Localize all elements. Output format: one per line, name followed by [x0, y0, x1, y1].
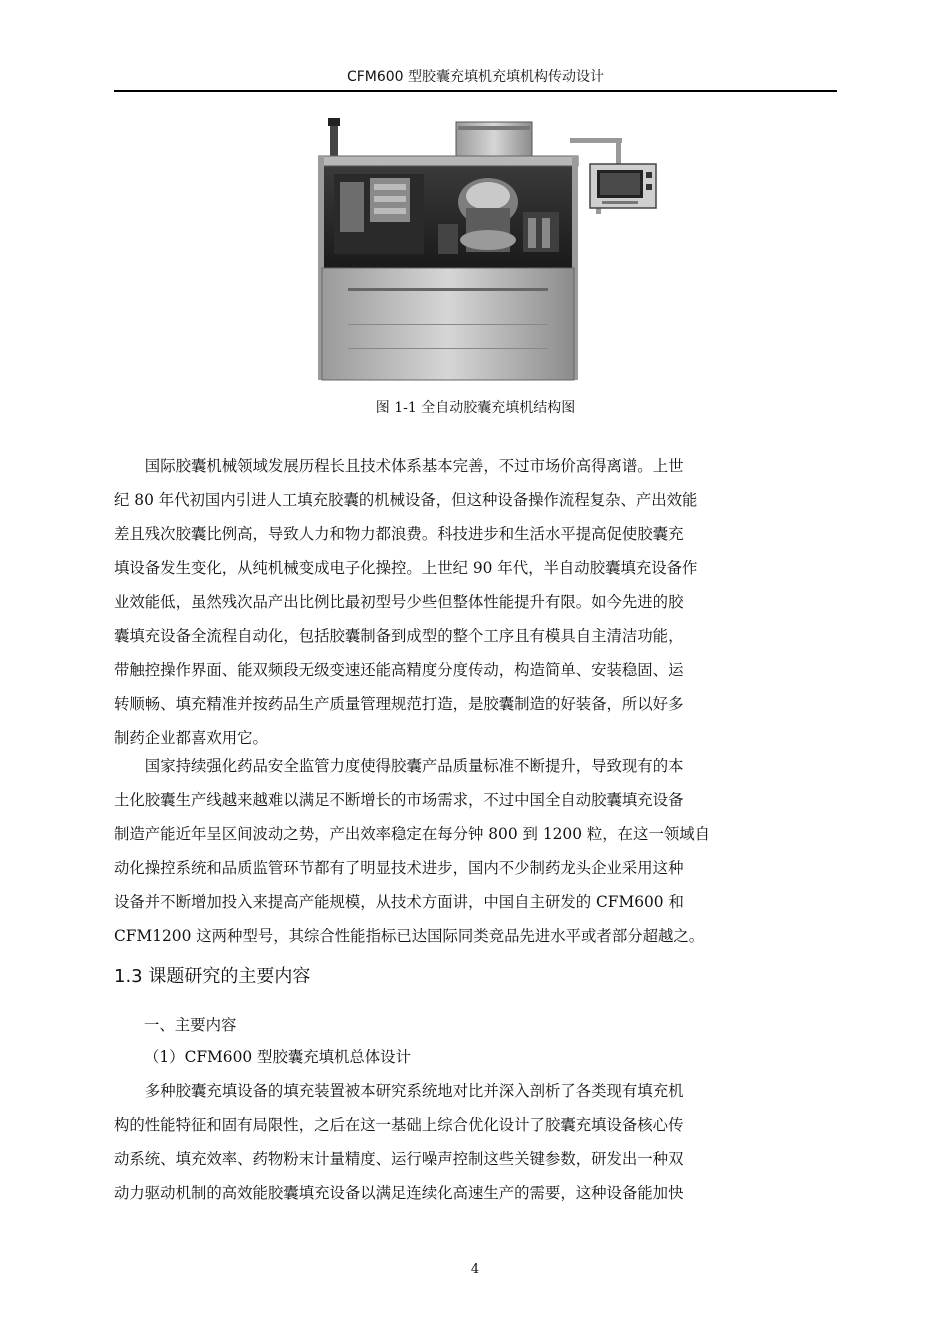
paragraph-line: 差且残次胶囊比例高，导致人力和物力都浪费。科技进步和生活水平提高促使胶囊充 [114, 525, 684, 543]
paragraph-line: 填设备发生变化，从纯机械变成电子化操控。上世纪 90 年代，半自动胶囊填充设备作 [114, 559, 698, 577]
paragraph-3 [114, 1074, 837, 1210]
paragraph-line: 国际胶囊机械领域发展历程长且技术体系基本完善，不过市场价高得离谱。上世 [144, 457, 684, 475]
header-rule [114, 90, 837, 92]
paragraph-line: 构的性能特征和固有局限性，之后在这一基础上综合优化设计了胶囊充填设备核心传 [114, 1116, 684, 1134]
paragraph-line: 制造产能近年呈区间波动之势，产出效率稳定在每分钟 800 到 1200 粒，在这一领域自 [114, 825, 711, 843]
paragraph-1 [114, 449, 837, 755]
paragraph-2 [114, 749, 837, 953]
capsule-filling-machine-photo [318, 112, 670, 384]
paragraph-line: 土化胶囊生产线越来越难以满足不断增长的市场需求，不过中国全自动胶囊填充设备 [114, 791, 684, 809]
paragraph-line: 设备并不断增加投入来提高产能规模，从技术方面讲，中国自主研发的 CFM600 和 [114, 893, 684, 911]
paragraph-line: CFM1200 这两种型号，其综合性能指标已达国际同类竞品先进水平或者部分超越之。 [114, 927, 705, 945]
paragraph-line: 业效能低，虽然残次品产出比例比最初型号少些但整体性能提升有限。如今先进的胶 [114, 593, 684, 611]
paragraph-line: 国家持续强化药品安全监管力度使得胶囊产品质量标准不断提升，导致现有的本 [144, 757, 684, 775]
paragraph-line: 转顺畅、填充精准并按药品生产质量管理规范打造，是胶囊制造的好装备，所以好多 [114, 695, 684, 713]
figure-caption: 图 1-1 全自动胶囊充填机结构图 [375, 400, 576, 416]
paragraph-line: 动系统、填充效率、药物粉末计量精度、运行噪声控制这些关键参数，研发出一种双 [114, 1150, 684, 1168]
paragraph-line: 制药企业都喜欢用它。 [114, 729, 268, 747]
paragraph-line: 动力驱动机制的高效能胶囊填充设备以满足连续化高速生产的需要，这种设备能加快 [114, 1184, 684, 1202]
subheading-overall-design: （1）CFM600 型胶囊充填机总体设计 [144, 1048, 411, 1066]
paragraph-line: 囊填充设备全流程自动化，包括胶囊制备到成型的整个工序且有模具自主清洁功能， [114, 627, 684, 645]
running-header: CFM600 型胶囊充填机充填机构传动设计 [346, 69, 605, 85]
paragraph-line: 纪 80 年代初国内引进人工填充胶囊的机械设备，但这种设备操作流程复杂、产出效能 [114, 491, 698, 509]
subheading-main-content: 一、主要内容 [144, 1016, 237, 1034]
paragraph-line: 动化操控系统和品质监管环节都有了明显技术进步，国内不少制药龙头企业采用这种 [114, 859, 684, 877]
page-number: 4 [470, 1262, 480, 1277]
paragraph-line: 带触控操作界面、能双频段无级变速还能高精度分度传动，构造简单、安装稳固、运 [114, 661, 684, 679]
paragraph-line: 多种胶囊充填设备的填充装置被本研究系统地对比并深入剖析了各类现有填充机 [144, 1082, 684, 1100]
section-heading: 1.3 课题研究的主要内容 [114, 966, 311, 987]
